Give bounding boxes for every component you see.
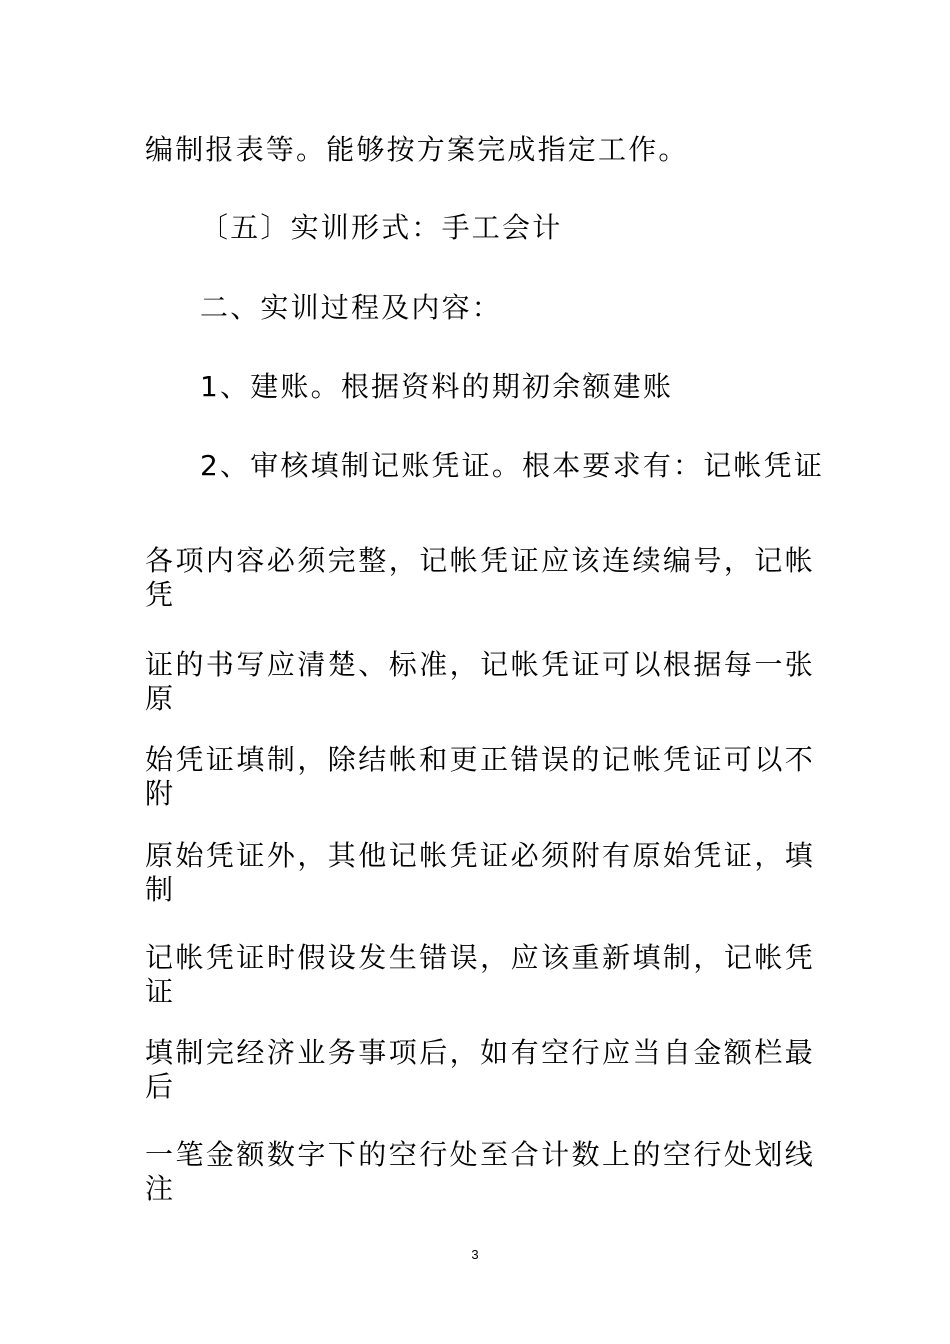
paragraph-line-2: 各项内容必须完整，记帐凭证应该连续编号，记帐凭: [145, 544, 815, 611]
section-heading-training-form: 〔五〕实训形式：手工会计: [200, 211, 563, 244]
paragraph-line-3: 证的书写应清楚、标准，记帐凭证可以根据每一张原: [145, 648, 815, 715]
list-item-1: 1、建账。根据资料的期初余额建账: [200, 370, 674, 403]
paragraph-line-7: 填制完经济业务事项后，如有空行应当自金额栏最后: [145, 1036, 815, 1103]
section-heading-training-process: 二、实训过程及内容：: [200, 291, 503, 324]
text-line-1: 编制报表等。能够按方案完成指定工作。: [145, 133, 689, 166]
paragraph-line-5: 原始凭证外，其他记帐凭证必须附有原始凭证，填制: [145, 839, 815, 906]
list-item-2-line-1: 2、审核填制记账凭证。根本要求有：记帐凭证: [200, 449, 825, 482]
page-number: 3: [471, 1247, 479, 1262]
paragraph-line-6: 记帐凭证时假设发生错误，应该重新填制，记帐凭证: [145, 941, 815, 1008]
paragraph-line-8: 一笔金额数字下的空行处至合计数上的空行处划线注: [145, 1138, 815, 1205]
paragraph-line-4: 始凭证填制，除结帐和更正错误的记帐凭证可以不附: [145, 743, 815, 810]
